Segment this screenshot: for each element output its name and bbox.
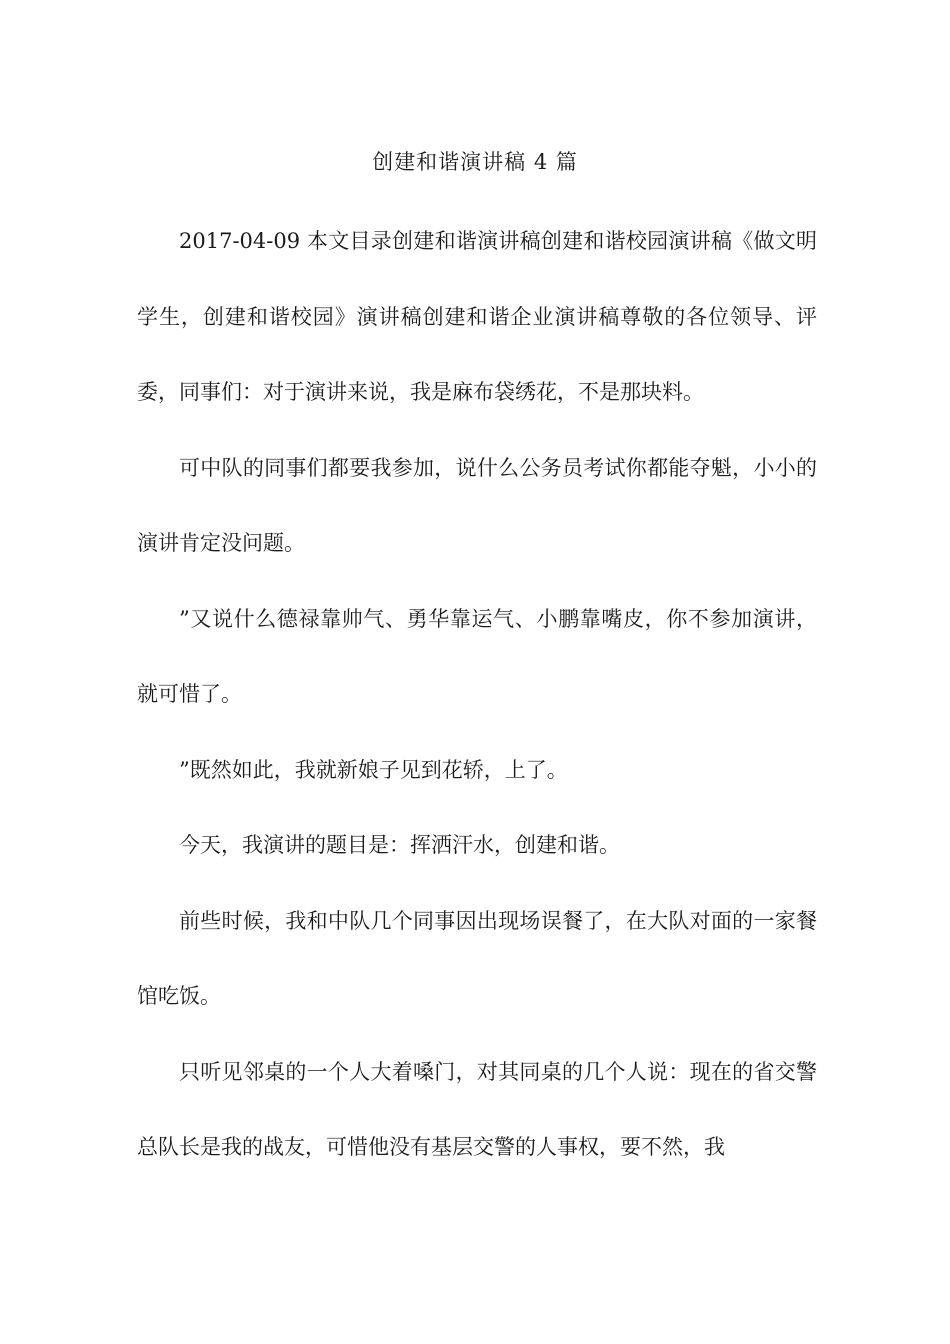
document-body [137, 204, 817, 1186]
paragraph: 前些时候，我和中队几个同事因出现场误餐了，在大队对面的一家餐馆吃饭。 [137, 908, 817, 1008]
paragraph: 今天，我演讲的题目是：挥洒汗水，创建和谐。 [179, 833, 620, 857]
paragraph: 2017-04-09 本文目录创建和谐演讲稿创建和谐校园演讲稿《做文明学生，创建和谐校园》演讲稿创建和谐企业演讲稿尊敬的各位领导、评委，同事们：对于演讲来说，我是麻布袋绣花，不是那块料。 [137, 229, 817, 404]
paragraph: 可中队的同事们都要我参加，说什么公务员考试你都能夺魁，小小的演讲肯定没问题。 [137, 455, 817, 555]
paragraph: ”既然如此，我就新娘子见到花轿，上了。 [179, 757, 568, 782]
document-title: 创建和谐演讲稿 4 篇 [372, 150, 578, 174]
paragraph: 只听见邻桌的一个人大着嗓门，对其同桌的几个人说：现在的省交警总队长是我的战友，可惜他没有基层交警的人事权，要不然，我 [137, 1059, 817, 1159]
paragraph: ”又说什么德禄靠帅气、勇华靠运气、小鹏靠嘴皮，你不参加演讲，就可惜了。 [137, 606, 817, 706]
